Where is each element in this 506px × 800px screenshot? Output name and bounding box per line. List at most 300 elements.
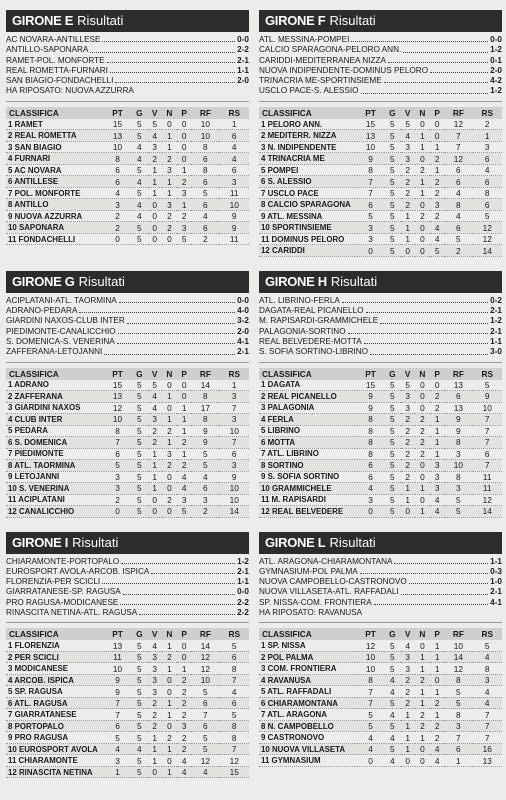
stat-cell: 7 [472, 460, 502, 472]
stat-cell: 5 [177, 233, 191, 245]
stat-cell: 1 [415, 141, 430, 153]
stat-cell: 0 [177, 130, 191, 142]
stat-cell: 8 [219, 732, 249, 744]
standing-row [259, 245, 502, 257]
team-name: 10 NUOVA VILLASETA [259, 743, 357, 755]
stat-cell: 5 [219, 640, 249, 651]
stat-cell: 1 [415, 697, 430, 709]
stat-cell: 3 [401, 153, 415, 165]
standing-row [6, 663, 249, 675]
stat-cell: 10 [444, 640, 472, 651]
stat-cell: 2 [191, 233, 219, 245]
stat-cell: 0 [162, 674, 177, 686]
stat-cell: 1 [162, 709, 177, 721]
team-name: 8 CALCIO SPARAGONA [259, 199, 357, 211]
stat-cell: 3 [401, 391, 415, 403]
girone-name: GIRONE H [265, 273, 327, 289]
stat-cell: 2 [444, 245, 472, 257]
stat-cell: 2 [148, 697, 162, 709]
column-header: G [131, 107, 148, 119]
stat-cell: 5 [384, 471, 401, 483]
stat-cell: 6 [191, 720, 219, 732]
column-header: G [131, 628, 148, 640]
stat-cell: 3 [191, 494, 219, 506]
stat-cell: 1 [148, 743, 162, 755]
team-name: 8 N. CAMPOBELLO [259, 720, 357, 732]
stat-cell: 1 [401, 483, 415, 495]
match-score: 2-1 [237, 566, 249, 576]
stat-cell: 15 [104, 380, 131, 391]
results-list [259, 32, 502, 102]
stat-cell: 13 [104, 391, 131, 403]
team-name: 2 PER SCICLI [6, 651, 104, 663]
stat-cell: 7 [357, 176, 384, 188]
stat-cell: 5 [357, 720, 384, 732]
dot-leader [120, 604, 235, 605]
stat-cell: 4 [472, 651, 502, 663]
standing-row [259, 164, 502, 176]
match-score: 3-2 [237, 316, 249, 326]
stat-cell: 5 [131, 766, 148, 778]
stat-cell: 2 [430, 153, 444, 165]
stat-cell: 6 [219, 130, 249, 142]
match-name: ATL. ARAGONA-CHIARAMONTANA [259, 556, 393, 566]
stat-cell: 7 [472, 414, 502, 426]
stat-cell: 0 [162, 471, 177, 483]
stat-cell: 0 [415, 391, 430, 403]
stat-cell: 13 [444, 402, 472, 414]
team-name: 8 SORTINO [259, 460, 357, 472]
stat-cell: 10 [219, 494, 249, 506]
stat-cell: 13 [104, 640, 131, 651]
stat-cell: 6 [219, 448, 249, 460]
girone-header [6, 10, 249, 32]
stat-cell: 1 [415, 686, 430, 698]
stat-cell: 2 [148, 709, 162, 721]
stat-cell: 2 [401, 414, 415, 426]
standing-row [259, 437, 502, 449]
classifica-table [6, 368, 249, 518]
team-name: 4 TRINACRIA ME [259, 153, 357, 165]
match-score: 0-3 [490, 566, 502, 576]
stat-cell: 2 [401, 448, 415, 460]
stat-cell: 8 [219, 663, 249, 675]
stat-cell: 0 [415, 380, 430, 391]
stat-cell: 2 [415, 210, 430, 222]
match-score: 4-0 [237, 306, 249, 316]
stat-cell: 0 [162, 380, 177, 391]
stat-cell: 10 [357, 141, 384, 153]
stat-cell: 2 [104, 222, 131, 234]
match-score: 1-1 [490, 336, 502, 346]
classifica-header-row [259, 107, 502, 119]
dot-leader [104, 354, 235, 355]
stat-cell: 1 [162, 141, 177, 153]
stat-cell: 5 [384, 222, 401, 234]
stat-cell: 5 [384, 651, 401, 663]
result-row [6, 35, 249, 45]
stat-cell: 3 [401, 141, 415, 153]
girone-block [6, 532, 249, 779]
girone-name: GIRONE E [12, 13, 74, 28]
stat-cell: 2 [162, 494, 177, 506]
classifica-table [259, 368, 502, 518]
stat-cell: 5 [401, 119, 415, 130]
girone-header [6, 532, 249, 554]
stat-cell: 0 [415, 494, 430, 506]
dot-leader [394, 563, 488, 564]
stat-cell: 6 [444, 176, 472, 188]
match-score: 2-1 [490, 326, 502, 336]
match-name: ACIPLATANI-ATL. TAORMINA [6, 295, 117, 305]
stat-cell: 8 [191, 414, 219, 426]
team-name: 6 CHIARAMONTANA [259, 697, 357, 709]
stat-cell: 0 [162, 686, 177, 698]
stat-cell: 5 [131, 720, 148, 732]
stat-cell: 2 [162, 210, 177, 222]
stat-cell: 7 [219, 437, 249, 449]
stat-cell: 5 [384, 743, 401, 755]
column-header: RF [191, 368, 219, 380]
match-score: 2-2 [237, 45, 249, 55]
column-header: G [384, 628, 401, 640]
team-name: 3 COM. FRONTIERA [259, 663, 357, 675]
team-name: 5 ATL. RAFFADALI [259, 686, 357, 698]
stat-cell: 2 [401, 460, 415, 472]
stat-cell: 5 [131, 233, 148, 245]
stat-cell: 1 [415, 732, 430, 744]
match-name: HA RIPOSATO: RAVANUSA [259, 608, 363, 618]
stat-cell: 6 [219, 697, 249, 709]
team-name: 5 POMPEI [259, 164, 357, 176]
stat-cell: 5 [191, 743, 219, 755]
stat-cell: 0 [430, 130, 444, 142]
result-row [6, 598, 249, 608]
stat-cell: 7 [104, 709, 131, 721]
stat-cell: 6 [472, 199, 502, 211]
stat-cell: 13 [444, 380, 472, 391]
stat-cell: 3 [219, 460, 249, 472]
stat-cell: 1 [430, 640, 444, 651]
stat-cell: 6 [472, 176, 502, 188]
stat-cell: 8 [472, 187, 502, 199]
girone-label: Risultati [78, 273, 125, 289]
stat-cell: 14 [472, 245, 502, 257]
stat-cell: 1 [177, 402, 191, 414]
stat-cell: 5 [384, 494, 401, 506]
stat-cell: 2 [148, 153, 162, 165]
stat-cell: 1 [401, 494, 415, 506]
result-row [259, 86, 502, 96]
team-name: 6 MOTTA [259, 437, 357, 449]
result-row [259, 316, 502, 326]
standing-row [6, 130, 249, 142]
standing-row [259, 460, 502, 472]
girone-label: Risultati [329, 13, 376, 28]
team-name: 11 M. RAPISARDI [259, 494, 357, 506]
stat-cell: 3 [444, 483, 472, 495]
column-header: V [148, 368, 162, 380]
stat-cell: 4 [131, 141, 148, 153]
stat-cell: 1 [162, 663, 177, 675]
stat-cell: 11 [104, 651, 131, 663]
stat-cell: 4 [191, 210, 219, 222]
stat-cell: 5 [131, 674, 148, 686]
stat-cell: 3 [430, 483, 444, 495]
stat-cell: 3 [104, 471, 131, 483]
standing-row [259, 640, 502, 651]
stat-cell: 5 [384, 425, 401, 437]
stat-cell: 7 [472, 709, 502, 721]
stat-cell: 8 [444, 709, 472, 721]
dot-leader [348, 333, 489, 334]
stat-cell: 1 [430, 663, 444, 675]
stat-cell: 4 [430, 222, 444, 234]
match-score: 2-0 [237, 76, 249, 86]
team-name: 11 ACIPLATANI [6, 494, 104, 506]
match-score: 0-2 [490, 295, 502, 305]
stat-cell: 10 [357, 663, 384, 675]
stat-cell: 14 [191, 380, 219, 391]
team-name: 5 SP. RAGUSA [6, 686, 104, 698]
standing-row [259, 506, 502, 518]
match-score: 4-1 [490, 597, 502, 607]
stat-cell: 10 [472, 402, 502, 414]
stat-cell: 5 [131, 119, 148, 130]
column-header: RS [219, 628, 249, 640]
stat-cell: 5 [131, 414, 148, 426]
team-name: 2 REAL ROMETTA [6, 130, 104, 142]
girone-name: GIRONE G [12, 273, 75, 289]
standing-row [6, 674, 249, 686]
team-name: 12 RINASCITA NETINA [6, 766, 104, 778]
stat-cell: 2 [177, 686, 191, 698]
standing-row [6, 766, 249, 778]
stat-cell: 1 [162, 414, 177, 426]
stat-cell: 1 [401, 709, 415, 721]
stat-cell: 14 [191, 640, 219, 651]
stat-cell: 10 [191, 674, 219, 686]
team-name: 7 ATL. ARAGONA [259, 709, 357, 721]
team-name: 7 POL. MONFORTE [6, 187, 104, 199]
stat-cell: 3 [219, 391, 249, 403]
stat-cell: 9 [104, 674, 131, 686]
stat-cell: 4 [444, 187, 472, 199]
dot-leader [102, 583, 235, 584]
standing-row [259, 425, 502, 437]
result-row [259, 35, 502, 45]
stat-cell: 11 [472, 483, 502, 495]
stat-cell: 1 [177, 425, 191, 437]
team-name: 8 ATL. TAORMINA [6, 460, 104, 472]
dot-leader [351, 41, 488, 42]
dot-leader [102, 41, 235, 42]
match-score: 1-1 [237, 577, 249, 587]
team-name: 11 GYMNASIUM [259, 755, 357, 767]
stat-cell: 0 [162, 720, 177, 732]
team-name: 1 RAMET [6, 119, 104, 130]
stat-cell: 4 [131, 176, 148, 188]
stat-cell: 4 [472, 697, 502, 709]
stat-cell: 2 [162, 460, 177, 472]
column-header: N [162, 628, 177, 640]
stat-cell: 9 [219, 471, 249, 483]
team-name: 10 S. VENERINA [6, 483, 104, 495]
stat-cell: 4 [148, 391, 162, 403]
girone-header [259, 10, 502, 32]
stat-cell: 2 [401, 674, 415, 686]
result-row [6, 557, 249, 567]
stat-cell: 10 [104, 414, 131, 426]
stat-cell: 11 [219, 187, 249, 199]
match-name: PALAGONIA-SORTINO [259, 326, 346, 336]
stat-cell: 4 [384, 709, 401, 721]
stat-cell: 2 [415, 437, 430, 449]
match-name: FLORENZIA-PER SCICLI [6, 577, 101, 587]
standing-row [6, 651, 249, 663]
stat-cell: 9 [191, 437, 219, 449]
column-header: CLASSIFICA [259, 628, 357, 640]
standing-row [259, 233, 502, 245]
stat-cell: 5 [357, 210, 384, 222]
standing-row [259, 391, 502, 403]
stat-cell: 1 [148, 176, 162, 188]
stat-cell: 2 [162, 222, 177, 234]
standing-row [259, 743, 502, 755]
dot-leader [384, 82, 488, 83]
stat-cell: 12 [191, 651, 219, 663]
results-list [259, 293, 502, 363]
stat-cell: 5 [401, 380, 415, 391]
stat-cell: 2 [191, 506, 219, 518]
team-name: 3 SAN BIAGIO [6, 141, 104, 153]
stat-cell: 2 [415, 720, 430, 732]
team-name: 9 LETOJANNI [6, 471, 104, 483]
stat-cell: 3 [104, 483, 131, 495]
standing-row [259, 697, 502, 709]
stat-cell: 6 [219, 651, 249, 663]
stat-cell: 6 [191, 222, 219, 234]
standing-row [259, 210, 502, 222]
column-header: RS [219, 368, 249, 380]
standing-row [259, 720, 502, 732]
standing-row [6, 640, 249, 651]
team-name: 10 EUROSPORT AVOLA [6, 743, 104, 755]
stat-cell: 14 [444, 651, 472, 663]
stat-cell: 7 [357, 187, 384, 199]
match-name: GYMNASIUM-POL PALMA [259, 566, 358, 576]
column-header: PT [104, 107, 131, 119]
stat-cell: 5 [444, 494, 472, 506]
team-name: 9 PRO RAGUSA [6, 732, 104, 744]
stat-cell: 9 [104, 686, 131, 698]
team-name: 3 N. INDIPENDENTE [259, 141, 357, 153]
stat-cell: 2 [401, 425, 415, 437]
stat-cell: 5 [191, 448, 219, 460]
stat-cell: 2 [430, 176, 444, 188]
stat-cell: 15 [357, 380, 384, 391]
team-name: 2 REAL PICANELLO [259, 391, 357, 403]
standing-row [6, 233, 249, 245]
stat-cell: 14 [219, 506, 249, 518]
dot-leader [366, 312, 489, 313]
stat-cell: 5 [104, 732, 131, 744]
stat-cell: 5 [384, 245, 401, 257]
stat-cell: 7 [472, 437, 502, 449]
match-score: 0-0 [237, 587, 249, 597]
result-row [259, 76, 502, 86]
standing-row [6, 164, 249, 176]
results-list [6, 554, 249, 624]
classifica-header-row [6, 368, 249, 380]
stat-cell: 0 [162, 483, 177, 495]
stat-cell: 5 [148, 119, 162, 130]
stat-cell: 8 [444, 674, 472, 686]
stat-cell: 5 [384, 640, 401, 651]
stat-cell: 4 [357, 743, 384, 755]
stat-cell: 3 [148, 414, 162, 426]
stat-cell: 4 [444, 210, 472, 222]
stat-cell: 10 [104, 141, 131, 153]
result-row [6, 587, 249, 597]
column-header: V [401, 628, 415, 640]
girone-label: Risultati [329, 534, 376, 550]
stat-cell: 5 [191, 460, 219, 472]
stat-cell: 1 [177, 164, 191, 176]
match-name: NUOVA CAMPOBELLO-CASTRONOVO [259, 577, 407, 587]
team-name: 7 USCLO PACE [259, 187, 357, 199]
stat-cell: 12 [444, 153, 472, 165]
stat-cell: 8 [191, 164, 219, 176]
stat-cell: 10 [191, 119, 219, 130]
team-name: 6 ATL. RAGUSA [6, 697, 104, 709]
team-name: 1 PELORO ANN. [259, 119, 357, 130]
stat-cell: 0 [177, 640, 191, 651]
stat-cell: 2 [401, 697, 415, 709]
stat-cell: 9 [357, 153, 384, 165]
standing-row [259, 755, 502, 767]
stat-cell: 1 [148, 460, 162, 472]
stat-cell: 5 [131, 437, 148, 449]
stat-cell: 1 [430, 448, 444, 460]
result-row [6, 337, 249, 347]
team-name: 2 ZAFFERANA [6, 391, 104, 403]
team-name: 4 FERLA [259, 414, 357, 426]
stat-cell: 0 [177, 380, 191, 391]
match-name: ZAFFERANA-LETOJANNI [6, 347, 103, 357]
stat-cell: 8 [357, 674, 384, 686]
stat-cell: 12 [472, 233, 502, 245]
column-header: PT [357, 628, 384, 640]
result-row [6, 306, 249, 316]
match-score: 1-1 [490, 556, 502, 566]
team-name: 7 PIEDIMONTE [6, 448, 104, 460]
column-header: P [430, 628, 444, 640]
stat-cell: 12 [191, 755, 219, 767]
stat-cell: 0 [415, 119, 430, 130]
match-name: RINASCITA NETINA-ATL. RAGUSA [6, 608, 138, 618]
stat-cell: 7 [444, 141, 472, 153]
stat-cell: 8 [357, 425, 384, 437]
column-header: RF [444, 107, 472, 119]
stat-cell: 1 [401, 743, 415, 755]
result-row [259, 587, 502, 597]
result-row [259, 567, 502, 577]
stat-cell: 6 [104, 448, 131, 460]
standing-row [6, 141, 249, 153]
stat-cell: 2 [177, 437, 191, 449]
team-name: 11 FONDACHELLI [6, 233, 104, 245]
